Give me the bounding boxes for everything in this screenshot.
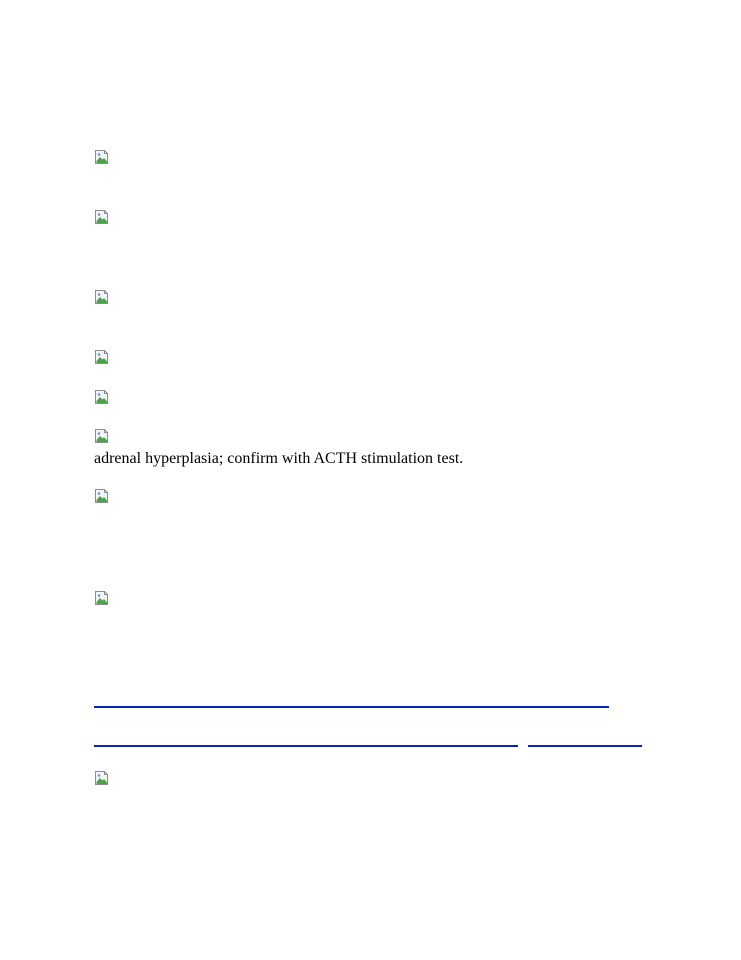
broken-image-icon <box>94 209 110 225</box>
broken-image-icon <box>94 149 110 165</box>
body-text: adrenal hyperplasia; confirm with ACTH stimulation test. <box>94 450 464 467</box>
broken-image-icon <box>94 389 110 405</box>
broken-image-icon <box>94 428 110 444</box>
hyperlink[interactable] <box>94 706 609 708</box>
broken-image-icon <box>94 590 110 606</box>
broken-image-icon <box>94 289 110 305</box>
broken-image-icon <box>94 488 110 504</box>
hyperlink[interactable] <box>94 745 518 747</box>
broken-image-icon <box>94 770 110 786</box>
broken-image-icon <box>94 349 110 365</box>
hyperlink[interactable] <box>528 745 642 747</box>
